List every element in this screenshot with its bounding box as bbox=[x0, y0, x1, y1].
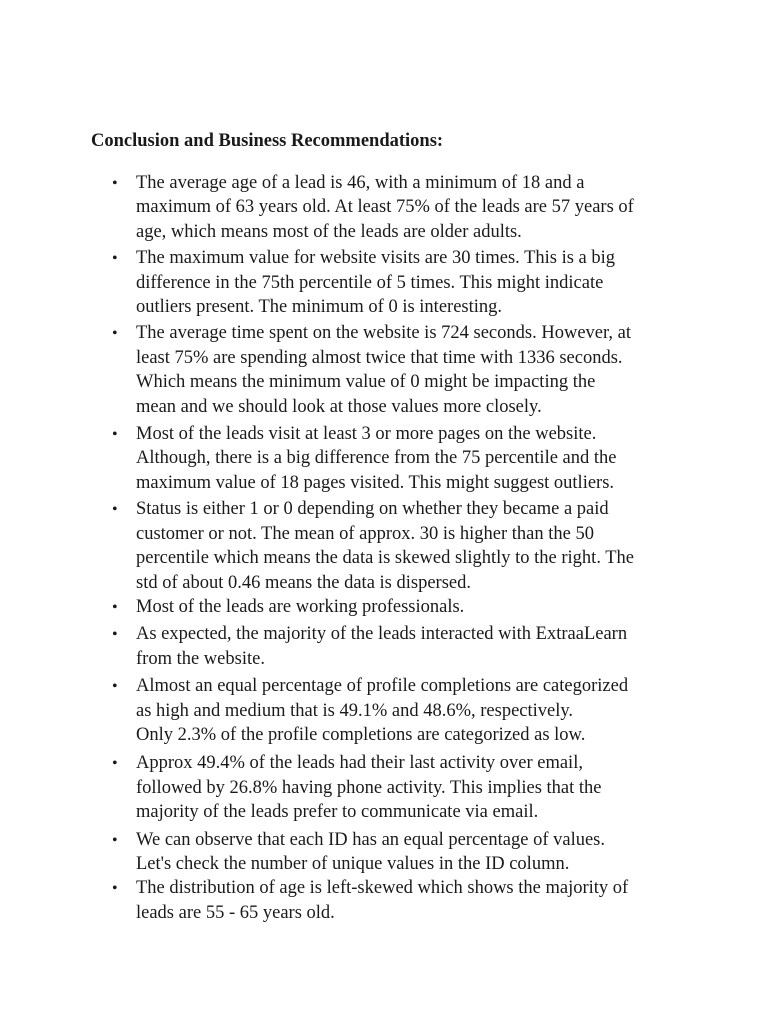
bullet-text-line: customer or not. The mean of approx. 30 is higher than the 50 bbox=[136, 523, 594, 544]
bullet-icon: • bbox=[112, 880, 118, 898]
bullet-item bbox=[0, 246, 696, 319]
bullet-text-line: percentile which means the data is skewed slightly to the right. The bbox=[136, 548, 635, 569]
recommendations-list bbox=[0, 171, 768, 925]
bullet-text-line: least 75% are spending almost twice that time with 1336 seconds. bbox=[136, 347, 623, 368]
bullet-text-line: The maximum value for website visits are 30 times. This is a big bbox=[136, 248, 616, 269]
bullet-text-line: from the website. bbox=[136, 648, 265, 669]
bullet-text-line: Approx 49.4% of the leads had their last activity over email, bbox=[136, 753, 583, 774]
bullet-text-line: The average age of a lead is 46, with a minimum of 18 and a bbox=[136, 173, 585, 193]
bullet-text-line: outliers present. The minimum of 0 is interesting. bbox=[136, 297, 503, 318]
bullet-text-line: Only 2.3% of the profile completions are categorized as low. bbox=[136, 724, 586, 745]
section-heading: Conclusion and Business Recommendations: bbox=[91, 131, 444, 151]
bullet-item bbox=[0, 751, 696, 824]
bullet-text-line: Most of the leads are working professionals. bbox=[136, 596, 465, 617]
bullet-icon: • bbox=[112, 755, 118, 773]
bullet-text-line: age, which means most of the leads are older adults. bbox=[136, 221, 522, 242]
bullet-text-line: maximum value of 18 pages visited. This might suggest outliers. bbox=[136, 472, 615, 493]
bullet-item bbox=[0, 422, 696, 495]
bullet-text-line: Most of the leads visit at least 3 or more pages on the website. bbox=[136, 424, 597, 445]
bullet-icon: • bbox=[112, 598, 118, 616]
bullet-item bbox=[0, 321, 696, 419]
bullet-text-line: Status is either 1 or 0 depending on whether they became a paid bbox=[136, 499, 609, 520]
bullet-icon: • bbox=[112, 626, 118, 644]
bullet-text-line: Almost an equal percentage of profile completions are categorized bbox=[136, 676, 629, 697]
bullet-text-line: as high and medium that is 49.1% and 48.6%, respectively. bbox=[136, 700, 574, 721]
bullet-text-line: std of about 0.46 means the data is dispersed. bbox=[136, 572, 471, 593]
bullet-icon: • bbox=[112, 678, 118, 696]
bullet-icon: • bbox=[112, 325, 118, 343]
bullet-text-line: difference in the 75th percentile of 5 times. This might indicate bbox=[136, 272, 604, 293]
bullet-text-line: The distribution of age is left-skewed which shows the majority of bbox=[136, 878, 629, 899]
bullet-item bbox=[0, 876, 696, 925]
bullet-text-line: Which means the minimum value of 0 might be impacting the bbox=[136, 372, 596, 393]
bullet-text-line: As expected, the majority of the leads interacted with ExtraaLearn bbox=[136, 624, 628, 645]
bullet-item bbox=[0, 497, 696, 595]
bullet-icon: • bbox=[112, 175, 118, 192]
bullet-item bbox=[0, 171, 696, 244]
bullet-item bbox=[0, 622, 696, 671]
bullet-text-line: We can observe that each ID has an equal percentage of values. bbox=[136, 829, 606, 850]
bullet-text-line: The average time spent on the website is 724 seconds. However, at bbox=[136, 323, 632, 344]
bullet-item bbox=[0, 828, 696, 877]
bullet-text-line: Although, there is a big difference from the 75 percentile and the bbox=[136, 448, 617, 469]
bullet-text-line: majority of the leads prefer to communicate via email. bbox=[136, 802, 539, 823]
bullet-icon: • bbox=[112, 250, 118, 268]
bullet-text-line: maximum of 63 years old. At least 75% of the leads are 57 years of bbox=[136, 197, 634, 218]
bullet-icon: • bbox=[112, 426, 118, 444]
bullet-item bbox=[0, 674, 696, 747]
bullet-text-line: Let's check the number of unique values in the ID column. bbox=[136, 853, 570, 874]
bullet-text-line: leads are 55 - 65 years old. bbox=[136, 902, 335, 923]
bullet-item bbox=[0, 595, 696, 619]
bullet-icon: • bbox=[112, 501, 118, 519]
bullet-text-line: followed by 26.8% having phone activity. This implies that the bbox=[136, 777, 602, 798]
bullet-text-line: mean and we should look at those values more closely. bbox=[136, 396, 542, 417]
bullet-icon: • bbox=[112, 831, 118, 849]
